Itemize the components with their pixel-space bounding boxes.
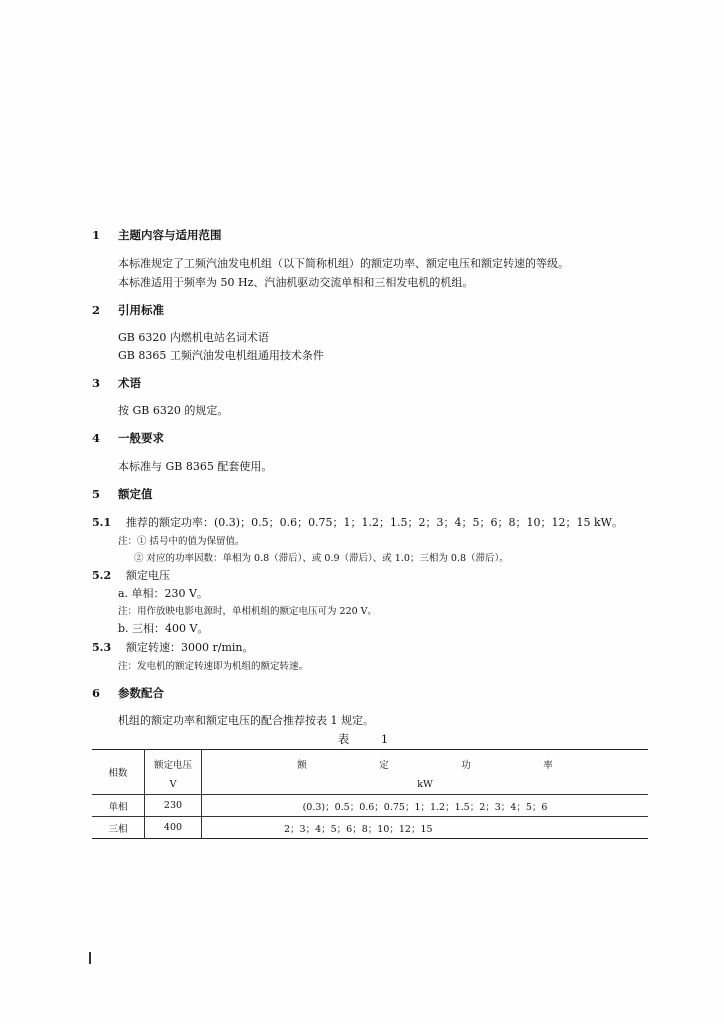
section-1-paragraph-1: 本标准规定了工频汽油发电机组（以下简称机组）的额定功率、额定电压和额定转速的等级。 [118, 257, 569, 270]
section-1-heading: 1 主题内容与适用范围 [92, 228, 222, 242]
margin-mark [89, 952, 91, 964]
section-5-heading: 5 额定值 [92, 487, 153, 501]
section-6-heading: 6 参数配合 [92, 686, 164, 700]
section-4-heading: 4 一般要求 [92, 431, 164, 445]
section-3-heading: 3 术语 [92, 376, 141, 390]
header-power-char-2: 定 [379, 760, 389, 771]
table-row [92, 795, 648, 817]
header-voltage: 额定电压 [145, 750, 202, 775]
reference-gb8365: GB 8365 工频汽油发电机组通用技术条件 [118, 349, 324, 362]
cell-phase: 三相 [92, 817, 145, 839]
clause-5-1-note-2: ② 对应的功率因数：单相为 0.8（滞后）、或 0.9（滞后）、或 1.0；三相为 0.8（滞后）。 [134, 553, 509, 564]
clause-5-2: 5.2 额定电压 [92, 569, 170, 582]
clause-5-2-note: 注：用作放映电影电源时，单相机组的额定电压可为 220 V。 [118, 606, 378, 617]
section-1-paragraph-2: 本标准适用于频率为 50 Hz、汽油机驱动交流单相和三相发电机的机组。 [118, 276, 474, 289]
table-row [92, 817, 648, 839]
table-header-row [92, 750, 648, 775]
clause-5-2-item-a: a. 单相：230 V。 [118, 587, 208, 600]
rated-values-table [92, 749, 648, 839]
clause-5-1: 5.1 推荐的额定功率：(0.3)；0.5；0.6；0.75；1；1.2；1.5；2；3；4；5；6；8；10；12；15 kW。 [92, 516, 623, 529]
header-power-char-1: 额 [297, 760, 307, 771]
table-header-unit-row [92, 774, 648, 795]
cell-voltage: 230 [145, 795, 202, 817]
clause-5-1-note-1: 注：① 括号中的值为保留值。 [118, 536, 245, 547]
reference-gb6320: GB 6320 内燃机电站名词术语 [118, 331, 269, 344]
header-phase: 相数 [92, 750, 145, 795]
cell-power: (0.3)；0.5；0.6；0.75；1；1.2；1.5；2；3；4；5；6 [302, 801, 548, 813]
section-2-heading: 2 引用标准 [92, 303, 164, 317]
clause-5-3: 5.3 额定转速：3000 r/min。 [92, 641, 254, 654]
cell-phase: 单相 [92, 795, 145, 817]
header-power-char-3: 功 [461, 760, 471, 771]
header-power-char-4: 率 [543, 760, 553, 771]
header-power [202, 750, 649, 775]
section-6-paragraph: 机组的额定功率和额定电压的配合推荐按表 1 规定。 [118, 714, 374, 727]
header-voltage-unit: V [145, 774, 202, 795]
header-power-unit: kW [417, 778, 433, 790]
section-3-paragraph: 按 GB 6320 的规定。 [118, 404, 229, 417]
section-4-paragraph: 本标准与 GB 8365 配套使用。 [118, 460, 273, 473]
table-caption: 表 1 [337, 732, 403, 746]
clause-5-3-note: 注：发电机的额定转速即为机组的额定转速。 [118, 661, 309, 672]
cell-power: 2；3；4；5；6；8；10；12；15 [284, 823, 433, 835]
cell-voltage: 400 [145, 817, 202, 839]
clause-5-2-item-b: b. 三相：400 V。 [118, 622, 209, 635]
